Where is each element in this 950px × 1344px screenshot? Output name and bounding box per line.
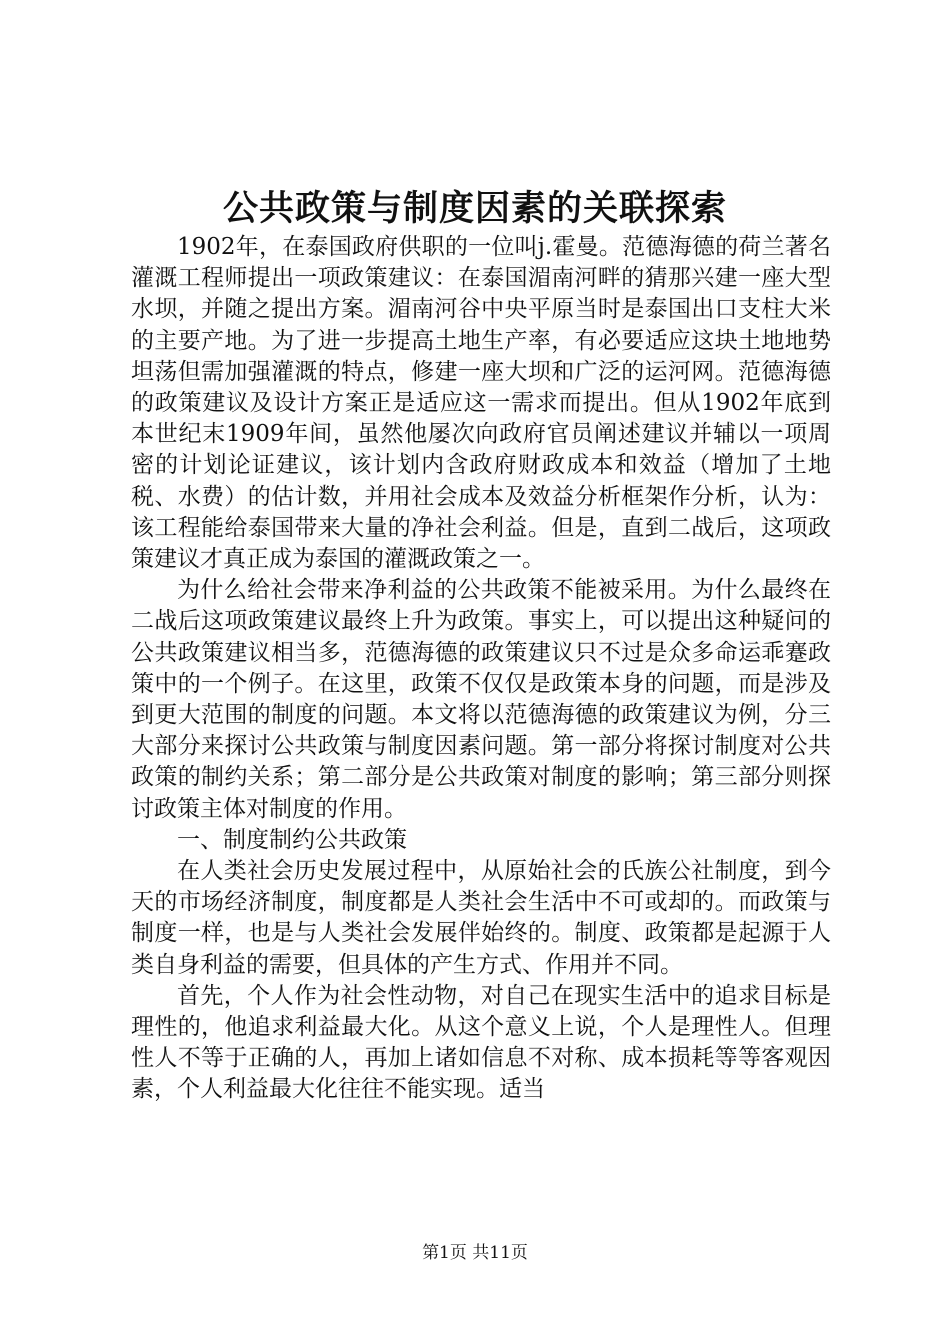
paragraph-1: 1902年，在泰国政府供职的一位叫j.霍曼。范德海德的荷兰著名灌溉工程师提出一项政策建议：在泰国湄南河畔的猜那兴建一座大型水坝，并随之提出方案。湄南河谷中央平原当时是泰国出口支柱大米的主要产地。为了进一步提高土地生产率，有必要适应这块土地地势坦荡但需加强灌溉的特点，修建一座大坝和广泛的运河网。范德海德的政策建议及设计方案正是适应这一需求而提出。但从1902年底到本世纪末1909年间，虽然他屡次向政府官员阐述建议并辅以一项周密的计划论证建议，该计划内含政府财政成本和效益（增加了土地税、水费）的估计数，并用社会成本及效益分析框架作分析，认为：该工程能给泰国带来大量的净社会利益。但是，直到二战后，这项政策建议才真正成为泰国的灌溉政策之一。 — [131, 234, 831, 573]
document-title: 公共政策与制度因素的关联探索 — [222, 188, 727, 229]
section-heading: 一、制度制约公共政策 — [177, 826, 407, 853]
document-body — [131, 232, 831, 1106]
paragraph-3: 在人类社会历史发展过程中，从原始社会的氏族公社制度，到今天的市场经济制度，制度都是人类社会生活中不可或却的。而政策与制度一样，也是与人类社会发展伴始终的。制度、政策都是起源于人类自身利益的需要，但具体的产生方式、作用并不同。 — [131, 858, 831, 978]
page-number-footer: 第1页 共11页 — [422, 1243, 528, 1263]
paragraph-4: 首先，个人作为社会性动物，对自己在现实生活中的追求目标是理性的，他追求利益最大化。从这个意义上说，个人是理性人。但理性人不等于正确的人，再加上诸如信息不对称、成本损耗等等客观因素，个人利益最大化往往不能实现。适当 — [131, 982, 831, 1103]
paragraph-2: 为什么给社会带来净利益的公共政策不能被采用。为什么最终在二战后这项政策建议最终上升为政策。事实上，可以提出这种疑问的公共政策建议相当多，范德海德的政策建议只不过是众多命运乖蹇政策中的一个例子。在这里，政策不仅仅是政策本身的问题，而是涉及到更大范围的制度的问题。本文将以范德海德的政策建议为例，分三大部分来探讨公共政策与制度因素问题。第一部分将探讨制度对公共政策的制约关系；第二部分是公共政策对制度的影响；第三部分则探讨政策主体对制度的作用。 — [131, 577, 831, 822]
